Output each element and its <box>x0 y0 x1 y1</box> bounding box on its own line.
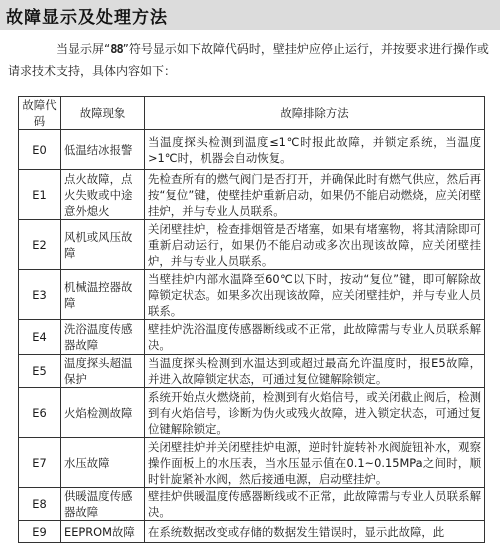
fault-remedy: 系统开始点火燃烧前，检测到有火焰信号，或关闭截止阀后，检测到有火焰信号，诊断为伪火或残火故障，进入锁定状态，可通过复位键解除锁定。 <box>145 388 485 438</box>
intro-text-after: ”符号显示如下故障代码时，壁挂炉应停止运行，并按要求进行操作或请求技术支持，具体内容如下： <box>8 42 489 78</box>
fault-code: E7 <box>19 438 61 488</box>
table-row <box>19 220 485 270</box>
fault-symptom: 水压故障 <box>61 438 145 488</box>
fault-symptom: 火焰检测故障 <box>61 388 145 438</box>
table-row <box>19 438 485 488</box>
fault-remedy: 壁挂炉供暖温度传感器断线或不正常，此故障需与专业人员联系解决。 <box>145 488 485 521</box>
fault-remedy: 在系统数据改变或存储的数据发生错误时，显示此故障，此 <box>145 521 485 543</box>
fault-remedy: 关闭壁挂炉并关闭壁挂炉电源，逆时针旋转补水阀旋钮补水，观察操作面板上的水压表，当水压显示值在0.1~0.15MPa之间时，顺时针旋紧补水阀，然后接通电源，启动壁挂炉。 <box>145 438 485 488</box>
intro-text-before: 当显示屏“ <box>56 42 111 56</box>
fault-symptom: 洗浴温度传感器故障 <box>61 320 145 355</box>
fault-symptom: 温度探头超温保护 <box>61 355 145 388</box>
table-row <box>19 270 485 320</box>
intro-paragraph <box>8 38 492 82</box>
fault-symptom: 供暖温度传感器故障 <box>61 488 145 521</box>
table-row <box>19 388 485 438</box>
fault-code-table <box>18 96 485 543</box>
fault-remedy: 当温度探头检测到温度≤1℃时报此故障，并锁定系统，当温度>1℃时，机器会自动恢复。 <box>145 130 485 170</box>
fault-symptom: 低温结冰报警 <box>61 130 145 170</box>
fault-symptom: 机械温控器故障 <box>61 270 145 320</box>
fault-symptom: EEPROM故障 <box>61 521 145 543</box>
fault-remedy: 壁挂炉洗浴温度传感器断线或不正常，此故障需与专业人员联系解决。 <box>145 320 485 355</box>
page-title: 故障显示及处理方法 <box>6 8 168 28</box>
display-symbol: 88 <box>110 42 123 56</box>
fault-code: E9 <box>19 521 61 543</box>
table-row <box>19 488 485 521</box>
fault-code: E8 <box>19 488 61 521</box>
table-row <box>19 355 485 388</box>
table-row <box>19 130 485 170</box>
title-bar <box>0 0 500 30</box>
fault-code: E6 <box>19 388 61 438</box>
fault-code: E2 <box>19 220 61 270</box>
fault-remedy: 关闭壁挂炉，检查排烟管是否堵塞，如果有堵塞物，将其清除即可重新启动运行，如果仍不能启动或多次出现该故障，应关闭壁挂炉，并与专业人员联系。 <box>145 220 485 270</box>
fault-remedy: 当壁挂炉内部水温降至60℃以下时，按动“复位”键，即可解除故障锁定状态。如果多次出现该故障，应关闭壁挂炉，并与专业人员联系。 <box>145 270 485 320</box>
table-row <box>19 320 485 355</box>
fault-symptom: 风机或风压故障 <box>61 220 145 270</box>
fault-code: E4 <box>19 320 61 355</box>
header-symptom: 故障现象 <box>61 97 145 130</box>
fault-remedy: 当温度探头检测到水温达到或超过最高允许温度时，报E5故障，并进入故障锁定状态，可通过复位键解除锁定。 <box>145 355 485 388</box>
table-header-row <box>19 97 485 130</box>
table-row <box>19 521 485 543</box>
fault-code: E5 <box>19 355 61 388</box>
fault-code: E1 <box>19 170 61 220</box>
fault-code: E3 <box>19 270 61 320</box>
fault-remedy: 先检查所有的燃气阀门是否打开，并确保此时有燃气供应，然后再按“复位”键，使壁挂炉重新启动，如果仍不能启动燃烧，应关闭壁挂炉，并与专业人员联系。 <box>145 170 485 220</box>
header-remedy: 故障排除方法 <box>145 97 485 130</box>
fault-symptom: 点火故障，点火失败或中途意外熄火 <box>61 170 145 220</box>
header-code: 故障代码 <box>19 97 61 130</box>
fault-code: E0 <box>19 130 61 170</box>
table-row <box>19 170 485 220</box>
